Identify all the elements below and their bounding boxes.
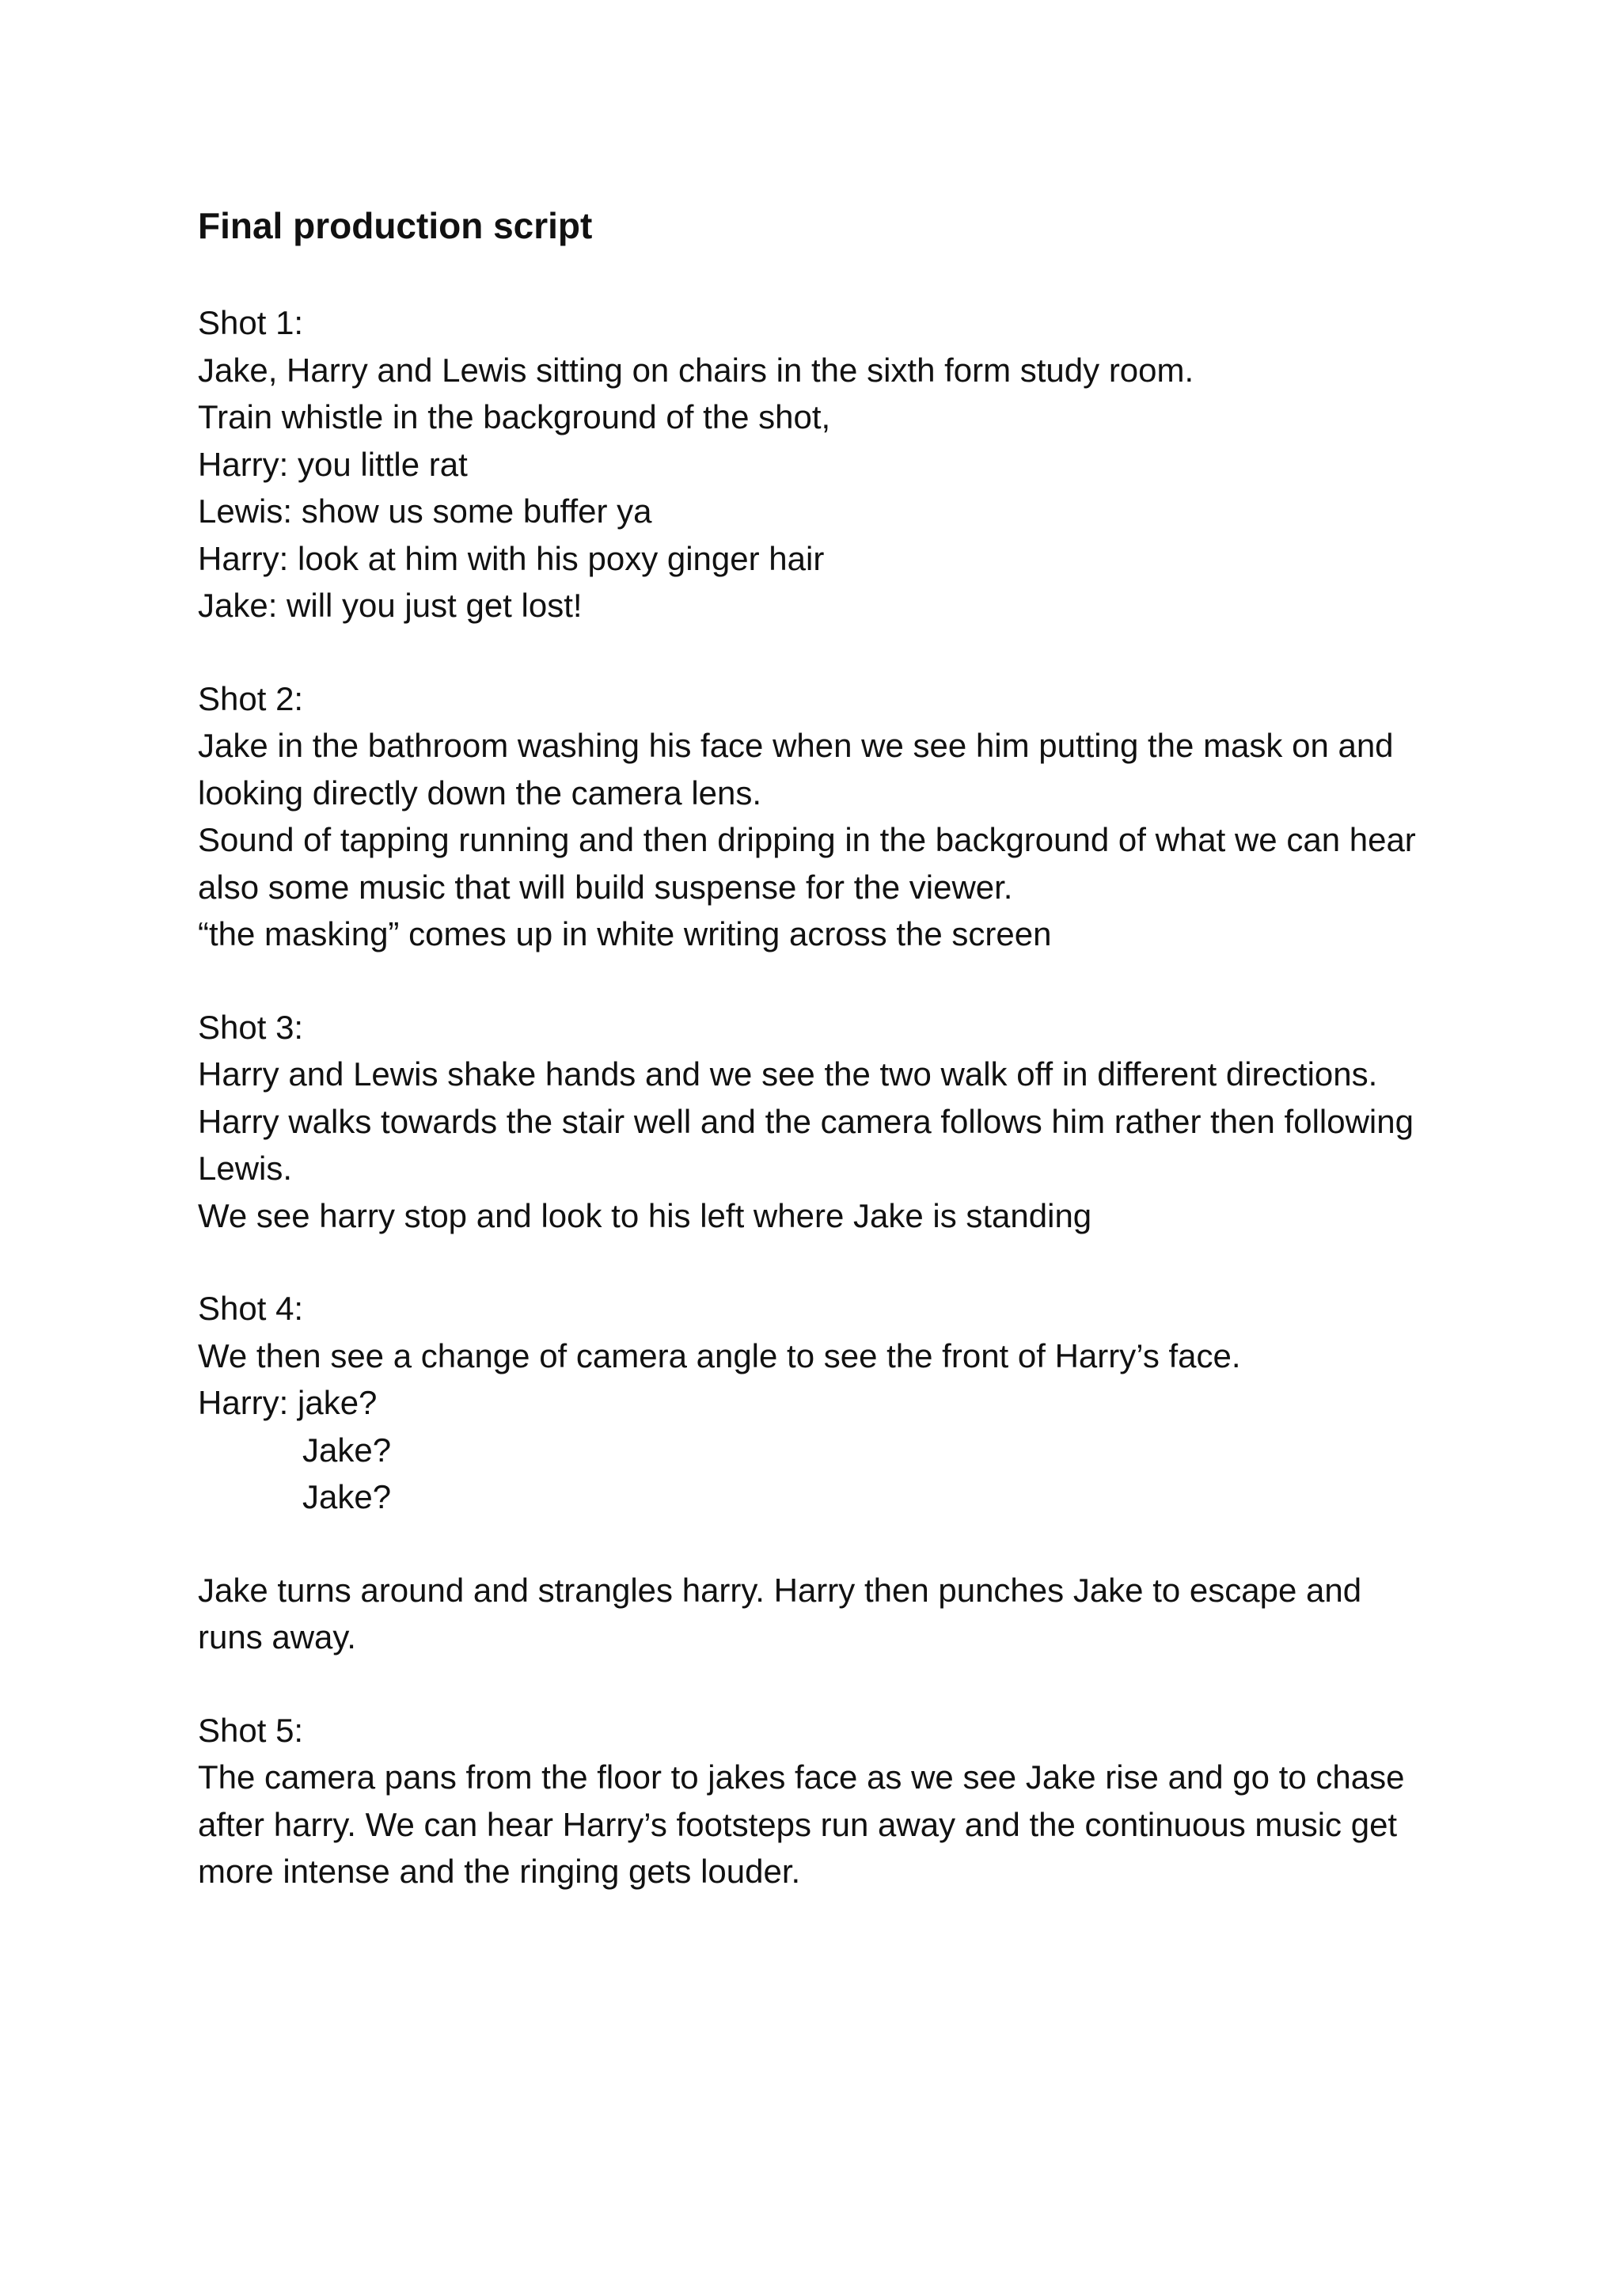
shot-2-section: [198, 675, 1433, 958]
shot-4-indented-line: Jake?: [302, 1478, 392, 1515]
shot-3-section: [198, 1004, 1433, 1240]
shot-3-heading: Shot 3:: [198, 1008, 304, 1046]
shot-3-line: Harry and Lewis shake hands and we see the two walk off in different directions.: [198, 1055, 1378, 1093]
shot-4-action: [198, 1567, 1433, 1661]
shot-1-line: Harry: you little rat: [198, 445, 468, 483]
shot-5-line: The camera pans from the floor to jakes face as we see Jake rise and go to chase after harry. We can hear Harry’s footsteps run away and the continuous music get more intense and the ringing gets louder.: [198, 1758, 1405, 1890]
shot-5-heading: Shot 5:: [198, 1711, 304, 1749]
shot-4-section: [198, 1285, 1433, 1521]
shot-2-line: Sound of tapping running and then dripping in the background of what we can hear also some music that will build suspense for the viewer.: [198, 821, 1416, 906]
shot-1-heading: Shot 1:: [198, 304, 304, 341]
shot-4-line: Harry: jake?: [198, 1384, 378, 1421]
shot-3-line: We see harry stop and look to his left where Jake is standing: [198, 1196, 1092, 1234]
shot-5-section: [198, 1707, 1433, 1895]
shot-1-section: [198, 299, 1433, 629]
script-content: [198, 198, 1433, 1895]
shot-4-indented-line: Jake?: [302, 1431, 392, 1469]
shot-1-line: Jake: will you just get lost!: [198, 587, 583, 624]
shot-4-line: We then see a change of camera angle to see the front of Harry’s face.: [198, 1336, 1241, 1374]
shot-4-heading: Shot 4:: [198, 1290, 304, 1327]
document-title: Final production script: [198, 205, 593, 246]
shot-2-line: Jake in the bathroom washing his face when we see him putting the mask on and looking directly down the camera lens.: [198, 727, 1394, 812]
shot-1-line: Train whistle in the background of the shot,: [198, 398, 831, 435]
shot-3-line: Harry walks towards the stair well and the camera follows him rather then following Lewis.: [198, 1102, 1414, 1187]
shot-1-line: Jake, Harry and Lewis sitting on chairs in the sixth form study room.: [198, 351, 1194, 389]
shot-2-heading: Shot 2:: [198, 679, 304, 717]
shot-4-action-line: Jake turns around and strangles harry. Harry then punches Jake to escape and runs away.: [198, 1571, 1362, 1655]
shot-1-line: Lewis: show us some buffer ya: [198, 492, 652, 530]
shot-1-line: Harry: look at him with his poxy ginger hair: [198, 539, 825, 577]
shot-2-line: “the masking” comes up in white writing across the screen: [198, 915, 1052, 952]
